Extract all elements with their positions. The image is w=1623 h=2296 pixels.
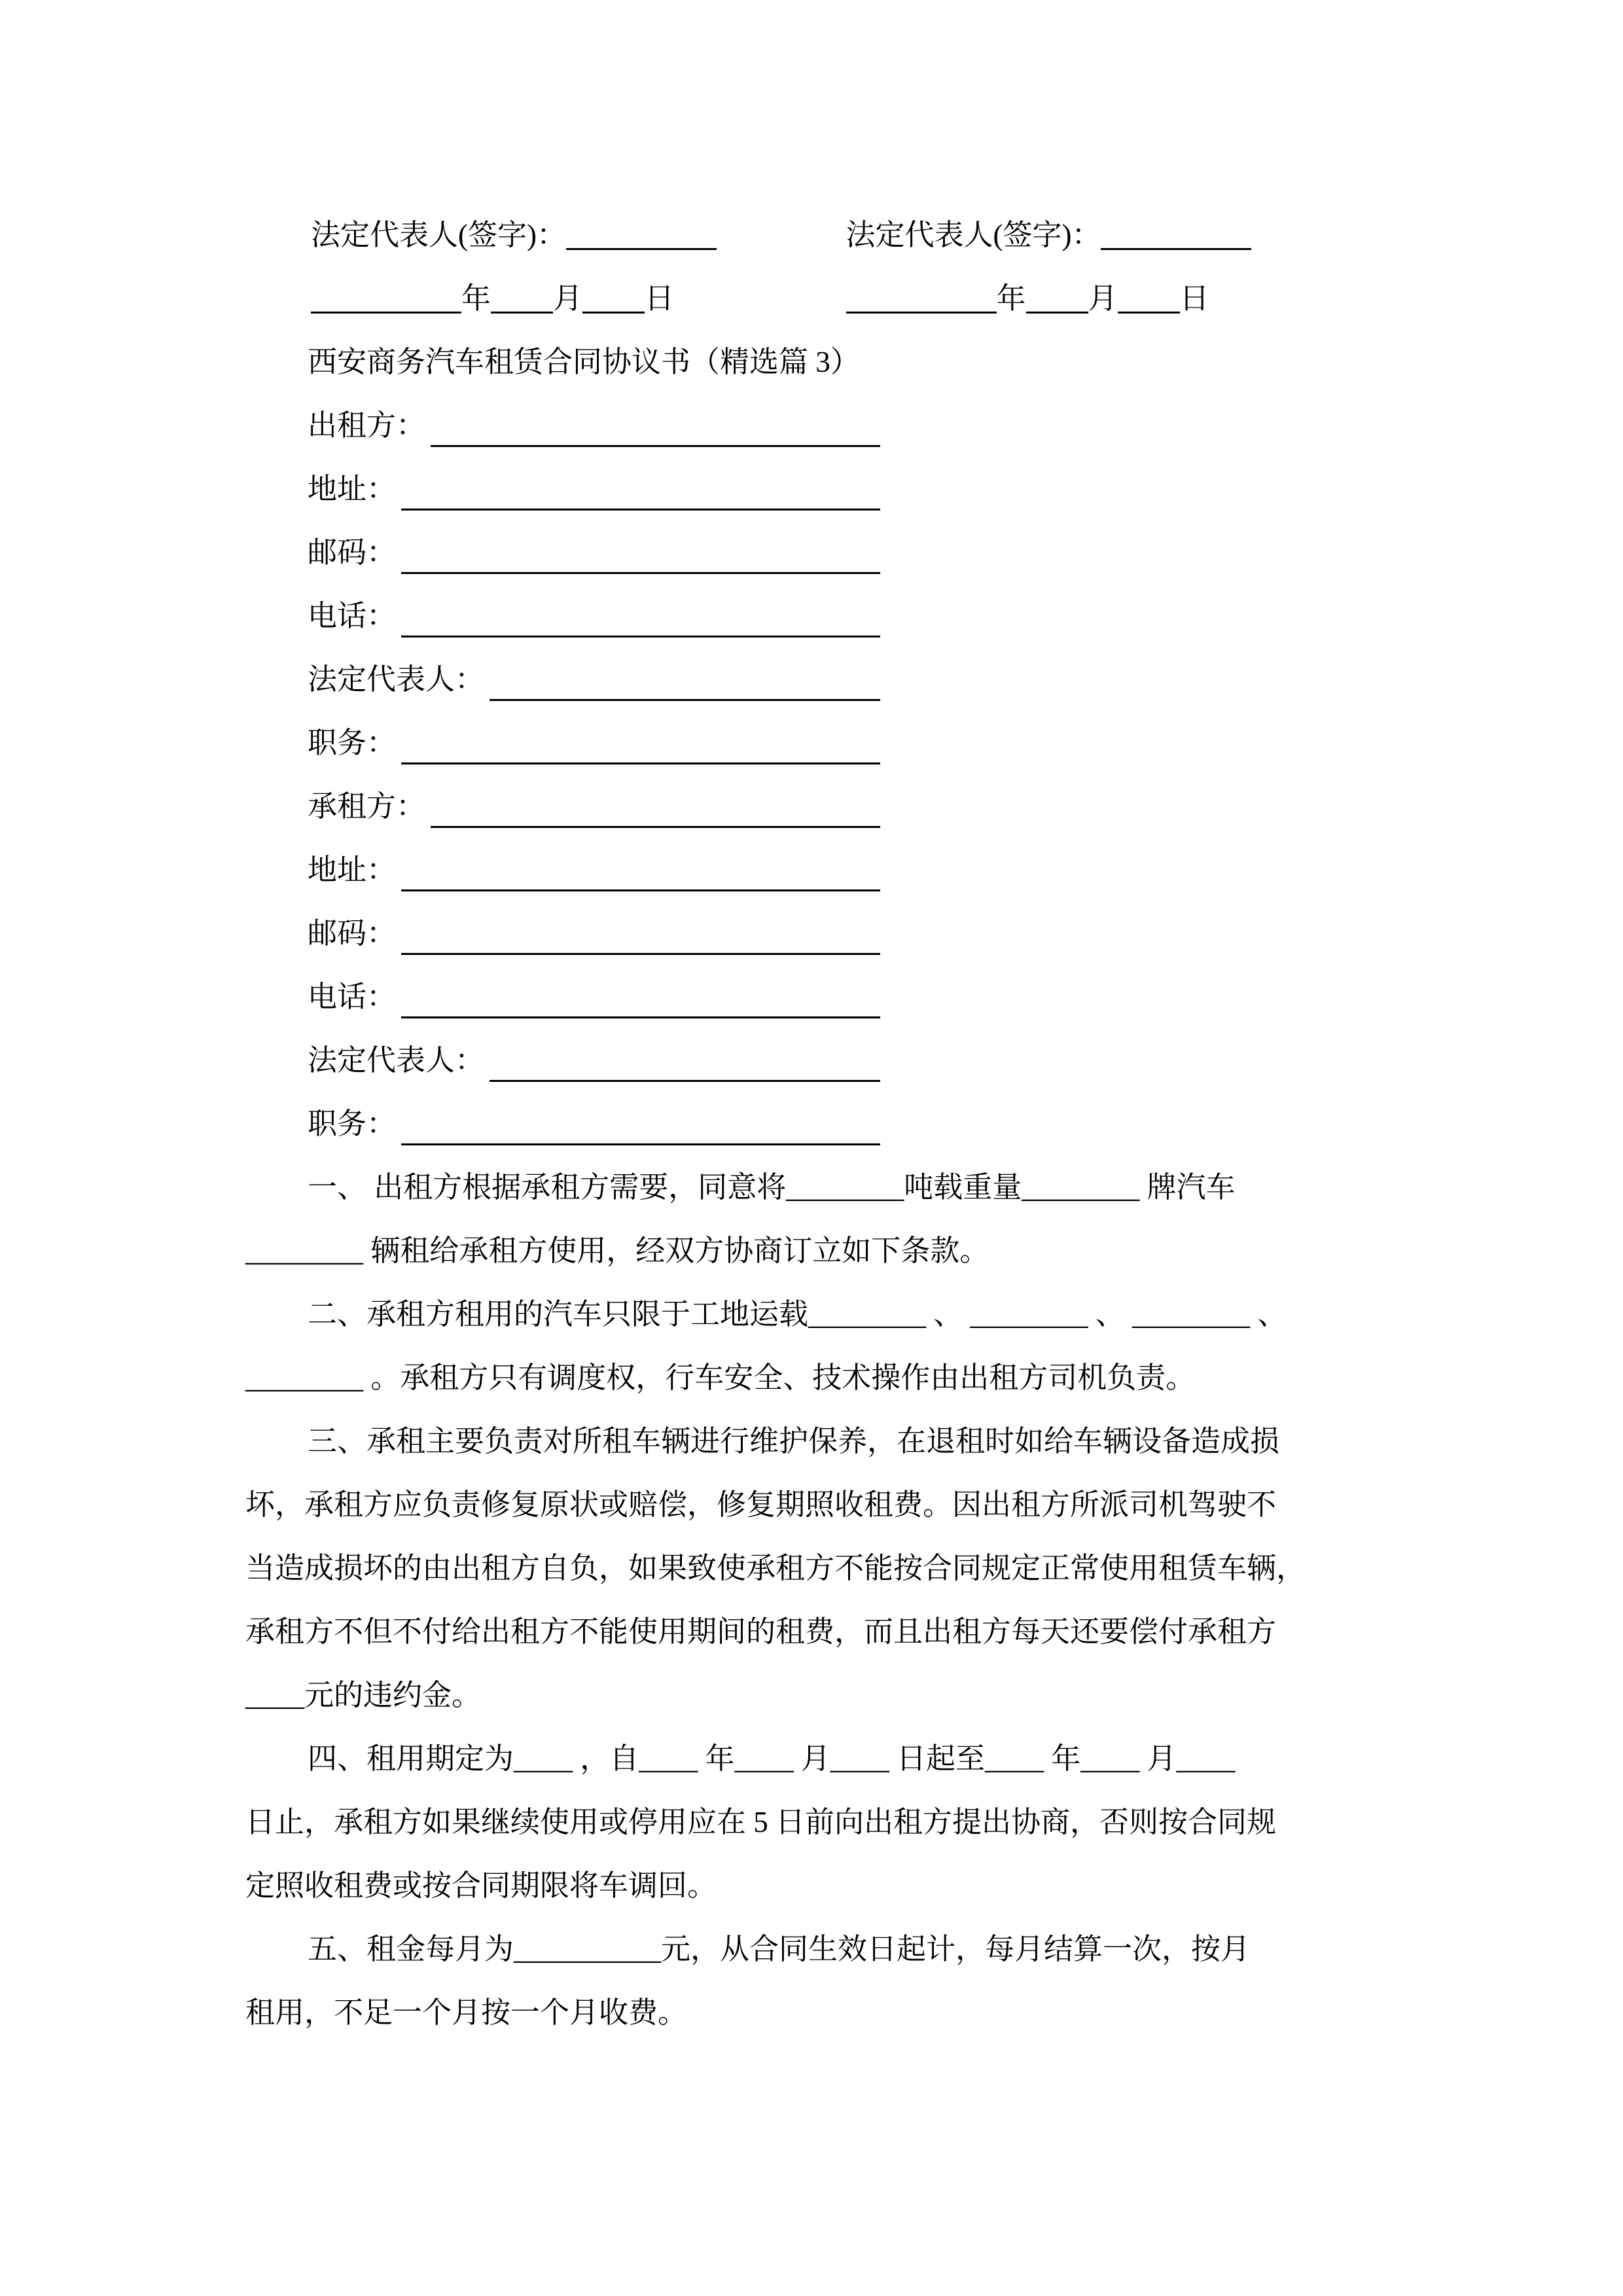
signature-blank-right [1101, 248, 1251, 250]
field-label: 法定代表人： [308, 663, 485, 696]
field-label: 职务： [308, 1107, 397, 1140]
date-day-blank-left [582, 312, 645, 314]
clause-3-line-4: 承租方不但不付给出租方不能使用期间的租费，而且出租方每天还要偿付承租方 [245, 1615, 1277, 1648]
field-lessee-position [308, 1092, 880, 1156]
field-blank [431, 394, 880, 447]
signature-row [311, 204, 1381, 267]
field-lessor-address [308, 457, 880, 521]
field-blank [490, 648, 880, 701]
day-label-right: 日 [1179, 282, 1209, 315]
date-left [311, 267, 846, 331]
field-label: 法定代表人： [308, 1044, 485, 1077]
field-blank [490, 1029, 880, 1082]
signature-right [846, 204, 1382, 267]
month-label-left: 月 [553, 282, 583, 315]
signature-blank-left [566, 248, 717, 250]
field-lessee [308, 775, 880, 838]
field-blank [401, 457, 880, 511]
clause-3-line-2: 坏，承租方应负责修复原状或赔偿，修复期照收租费。因出租方所派司机驾驶不 [245, 1488, 1277, 1521]
field-lessee-zip [308, 902, 880, 965]
field-blank [401, 902, 880, 955]
field-blank [401, 838, 880, 891]
clause-4-line-3: 定照收租费或按合同期限将车调回。 [245, 1869, 717, 1902]
clause-3-line-5: ____元的违约金。 [245, 1679, 482, 1712]
field-blank [401, 521, 880, 574]
field-lessor-phone [308, 584, 880, 648]
date-year-blank-right [846, 312, 997, 314]
date-day-blank-right [1118, 312, 1180, 314]
field-lessor-position [308, 711, 880, 775]
field-lessee-address [308, 838, 880, 902]
date-right [846, 267, 1382, 331]
clause-4-line-2: 日止，承租方如果继续使用或停用应在 5 日前向出租方提出协商，否则按合同规 [245, 1806, 1277, 1839]
year-label-left: 年 [461, 282, 491, 315]
year-label-right: 年 [996, 282, 1026, 315]
field-lessee-phone [308, 965, 880, 1029]
field-blank [401, 711, 880, 764]
field-blank [401, 584, 880, 637]
field-blank [401, 965, 880, 1018]
clause-3-line-1: 三、承租主要负责对所租车辆进行维护保养，在退租时如给车辆设备造成损 [308, 1425, 1280, 1458]
field-lessor [308, 394, 880, 457]
date-month-blank-left [491, 312, 553, 314]
field-label: 出租方： [308, 409, 426, 442]
month-label-right: 月 [1088, 282, 1118, 315]
day-label-left: 日 [645, 282, 675, 315]
clause-5-line-1: 五、租金每月为__________元，从合同生效日起计，每月结算一次，按月 [308, 1933, 1251, 1965]
clause-1-line-2: ________ 辆租给承租方使用，经双方协商订立如下条款。 [245, 1234, 990, 1267]
field-label: 承租方： [308, 790, 426, 823]
field-blank [431, 775, 880, 828]
clause-2-line-1: 二、承租方租用的汽车只限于工地运载________ 、 ________ 、 ________ 、 [308, 1298, 1287, 1331]
field-label: 地址： [308, 853, 397, 886]
clause-1-line-1: 一、 出租方根据承租方需要，同意将________吨载重量________ 牌汽车 [308, 1171, 1236, 1204]
signature-label-right: 法定代表人(签字)： [846, 219, 1101, 251]
field-label: 邮码： [308, 917, 397, 950]
date-month-blank-right [1026, 312, 1088, 314]
document-title: 西安商务汽车租赁合同协议书（精选篇 3） [308, 346, 860, 378]
field-lessee-representative [308, 1029, 880, 1092]
field-label: 地址： [308, 473, 397, 505]
field-lessor-representative [308, 648, 880, 711]
signature-left [311, 204, 846, 267]
date-row [311, 267, 1381, 331]
clause-2-line-2: ________ 。承租方只有调度权，行车安全、技术操作由出租方司机负责。 [245, 1361, 1196, 1394]
date-year-blank-left [311, 312, 461, 314]
clause-5-line-2: 租用，不足一个月按一个月收费。 [245, 1996, 688, 2029]
field-label: 电话： [308, 600, 397, 632]
field-lessor-zip [308, 521, 880, 584]
clause-4-line-1: 四、租用期定为____ ，自____ 年____ 月____ 日起至____ 年____ 月____ [308, 1742, 1236, 1775]
field-label: 职务： [308, 726, 397, 759]
signature-label-left: 法定代表人(签字)： [311, 219, 566, 251]
field-label: 邮码： [308, 536, 397, 569]
field-blank [401, 1092, 880, 1145]
clause-3-line-3: 当造成损坏的由出租方自负，如果致使承租方不能按合同规定正常使用租赁车辆， [245, 1552, 1306, 1585]
field-label: 电话： [308, 980, 397, 1013]
